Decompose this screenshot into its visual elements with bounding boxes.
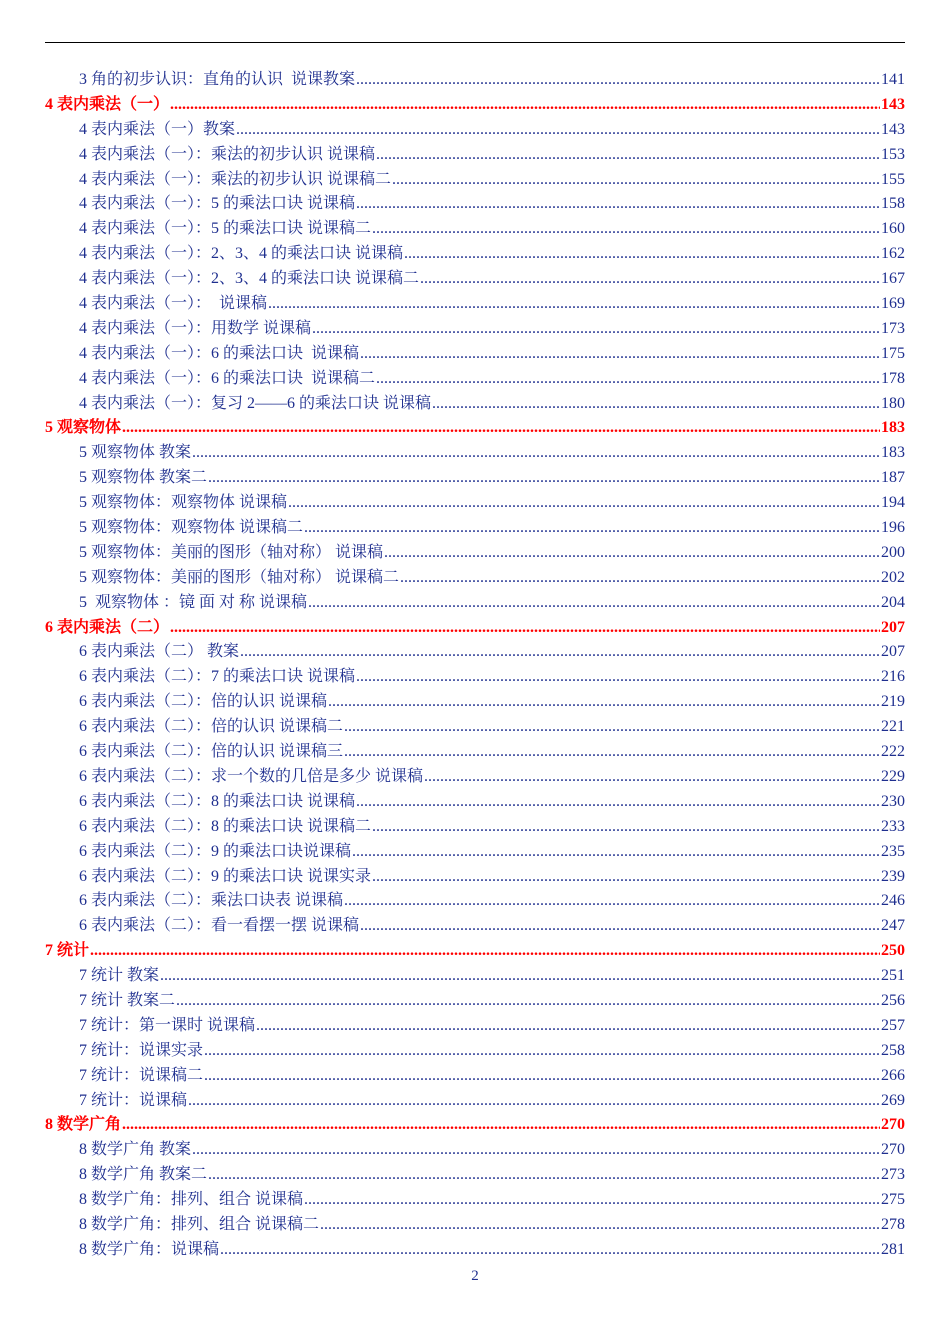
- dot-leader: [376, 367, 880, 392]
- toc-chapter-heading[interactable]: [0, 93, 905, 118]
- toc-entry-title: 4 表内乘法（一）： 说课稿: [79, 295, 268, 313]
- dot-leader: [160, 964, 880, 989]
- toc-entry-title: 6 表内乘法（二）：倍的认识 说课稿三: [79, 743, 344, 761]
- toc-entry-page: 167: [881, 270, 905, 288]
- dot-leader: [372, 217, 880, 242]
- toc-entry[interactable]: [0, 964, 905, 989]
- dot-leader: [240, 640, 880, 665]
- toc-entry-title: 8 数学广角：说课稿: [79, 1240, 220, 1258]
- toc-entry[interactable]: [0, 491, 905, 516]
- dot-leader: [208, 1163, 880, 1188]
- toc-entry-title: 4 表内乘法（一）：6 的乘法口诀 说课稿二: [79, 369, 376, 387]
- dot-leader: [404, 242, 880, 267]
- toc-entry-page: 180: [881, 394, 905, 412]
- toc-entry[interactable]: [0, 1213, 905, 1238]
- toc-entry[interactable]: [0, 740, 905, 765]
- toc-entry-title: 5 观察物体：观察物体 说课稿: [79, 494, 288, 512]
- toc-entry-title: 6 表内乘法（二）：7 的乘法口诀 说课稿: [79, 668, 356, 686]
- toc-entry-page: 207: [881, 643, 905, 661]
- toc-entry-title: 6 表内乘法（二）：求一个数的几倍是多少 说课稿: [79, 767, 424, 785]
- toc-entry-title: 5 观察物体：美丽的图形（轴对称） 说课稿二: [79, 568, 400, 586]
- toc-entry-title: 4 表内乘法（一）：2、3、4 的乘法口诀 说课稿: [79, 245, 404, 263]
- toc-entry[interactable]: [0, 68, 905, 93]
- dot-leader: [170, 616, 880, 641]
- toc-entry[interactable]: [0, 392, 905, 417]
- toc-entry[interactable]: [0, 541, 905, 566]
- toc-entry[interactable]: [0, 889, 905, 914]
- dot-leader: [384, 541, 880, 566]
- toc-entry-page: 219: [881, 693, 905, 711]
- dot-leader: [376, 143, 880, 168]
- toc-entry-title: 6 表内乘法（二）：倍的认识 说课稿: [79, 693, 328, 711]
- dot-leader: [424, 765, 880, 790]
- toc-entry-page: 256: [881, 991, 905, 1009]
- page-number: 2: [471, 1268, 479, 1284]
- dot-leader: [360, 342, 880, 367]
- toc-entry-page: 202: [881, 568, 905, 586]
- toc-entry-page: 278: [881, 1215, 905, 1233]
- toc-entry-title: 7 统计：第一课时 说课稿: [79, 1016, 256, 1034]
- toc-entry[interactable]: [0, 516, 905, 541]
- dot-leader: [356, 790, 880, 815]
- toc-entry-title: 5 观察物体: [45, 419, 122, 437]
- dot-leader: [312, 317, 880, 342]
- dot-leader: [328, 690, 880, 715]
- toc-entry[interactable]: [0, 168, 905, 193]
- toc-entry-page: 270: [881, 1141, 905, 1159]
- dot-leader: [170, 93, 880, 118]
- dot-leader: [192, 1138, 880, 1163]
- toc-entry-page: 204: [881, 593, 905, 611]
- toc-entry-title: 7 统计：说课稿: [79, 1091, 188, 1109]
- toc-entry-title: 5 观察物体：美丽的图形（轴对称） 说课稿: [79, 543, 384, 561]
- dot-leader: [360, 914, 880, 939]
- toc-entry[interactable]: [0, 566, 905, 591]
- toc-entry[interactable]: [0, 765, 905, 790]
- toc-entry-title: 3 角的初步认识：直角的认识 说课教案: [79, 71, 356, 88]
- dot-leader: [400, 566, 880, 591]
- toc-entry-page: 155: [881, 170, 905, 188]
- toc-entry-page: 221: [881, 718, 905, 736]
- toc-entry-title: 7 统计 教案二: [79, 991, 176, 1009]
- toc-entry[interactable]: [0, 217, 905, 242]
- toc-entry[interactable]: [0, 118, 905, 143]
- toc-entry-page: 143: [881, 120, 905, 138]
- toc-entry-page: 216: [881, 668, 905, 686]
- toc-entry-title: 6 表内乘法（二）：8 的乘法口诀 说课稿: [79, 792, 356, 810]
- toc-entry-page: 175: [881, 344, 905, 362]
- toc-entry-page: 200: [881, 543, 905, 561]
- toc-entry[interactable]: [0, 441, 905, 466]
- toc-entry[interactable]: [0, 292, 905, 317]
- toc-entry[interactable]: [0, 317, 905, 342]
- toc-entry[interactable]: [0, 1089, 905, 1114]
- toc-entry[interactable]: [0, 342, 905, 367]
- dot-leader: [268, 292, 880, 317]
- toc-entry-title: 4 表内乘法（一）：乘法的初步认识 说课稿二: [79, 170, 392, 188]
- toc-chapter-heading[interactable]: [0, 416, 905, 441]
- dot-leader: [192, 441, 880, 466]
- toc-entry-title: 6 表内乘法（二） 教案: [79, 643, 240, 661]
- toc-entry-page: 239: [881, 867, 905, 885]
- toc-entry-title: 7 统计：说课实录: [79, 1041, 204, 1059]
- toc-entry[interactable]: [0, 1014, 905, 1039]
- toc-entry-page: 247: [881, 917, 905, 935]
- toc-entry-page: 266: [881, 1066, 905, 1084]
- dot-leader: [256, 1014, 880, 1039]
- toc-entry[interactable]: [0, 914, 905, 939]
- toc-entry-page: 250: [881, 942, 905, 960]
- toc-entry-title: 6 表内乘法（二）：看一看摆一摆 说课稿: [79, 917, 360, 935]
- dot-leader: [288, 491, 880, 516]
- toc-entry[interactable]: [0, 690, 905, 715]
- toc-entry-title: 4 表内乘法（一）: [45, 95, 170, 113]
- toc-entry-title: 4 表内乘法（一）：2、3、4 的乘法口诀 说课稿二: [79, 270, 420, 288]
- toc-entry[interactable]: [0, 242, 905, 267]
- toc-entry-title: 8 数学广角: [45, 1116, 122, 1134]
- toc-entry-page: 270: [881, 1116, 905, 1134]
- toc-entry-page: 169: [881, 295, 905, 313]
- toc-entry-title: 8 数学广角 教案: [79, 1141, 192, 1159]
- toc-entry-page: 273: [881, 1166, 905, 1184]
- toc-entry-page: 258: [881, 1041, 905, 1059]
- toc-entry[interactable]: [0, 1138, 905, 1163]
- toc-entry-page: 230: [881, 792, 905, 810]
- dot-leader: [122, 1113, 880, 1138]
- toc-entry-title: 4 表内乘法（一）教案: [79, 120, 236, 138]
- toc-entry-title: 4 表内乘法（一）：用数学 说课稿: [79, 319, 312, 337]
- toc-entry-page: 233: [881, 817, 905, 835]
- toc-entry-title: 6 表内乘法（二）：倍的认识 说课稿二: [79, 718, 344, 736]
- toc-entry-page: 183: [881, 444, 905, 462]
- dot-leader: [344, 889, 880, 914]
- toc-entry-page: 257: [881, 1016, 905, 1034]
- header-rule: [45, 42, 905, 43]
- toc-entry[interactable]: [0, 640, 905, 665]
- dot-leader: [356, 192, 880, 217]
- toc-entry[interactable]: [0, 267, 905, 292]
- dot-leader: [188, 1089, 880, 1114]
- toc-entry-page: 162: [881, 245, 905, 263]
- toc-entry-page: 281: [881, 1240, 905, 1258]
- dot-leader: [304, 1188, 880, 1213]
- toc-entry[interactable]: [0, 143, 905, 168]
- toc-entry-page: 153: [881, 145, 905, 163]
- toc-entry-page: 235: [881, 842, 905, 860]
- toc-entry[interactable]: [0, 1238, 905, 1263]
- toc-entry-title: 5 观察物体：观察物体 说课稿二: [79, 519, 304, 537]
- toc-entry-title: 4 表内乘法（一）：5 的乘法口诀 说课稿二: [79, 220, 372, 238]
- dot-leader: [204, 1039, 880, 1064]
- toc-entry-page: 246: [881, 892, 905, 910]
- dot-leader: [208, 466, 880, 491]
- toc-entry-page: 160: [881, 220, 905, 238]
- toc-entry-page: 141: [881, 71, 905, 88]
- toc-entry-title: 6 表内乘法（二）: [45, 618, 170, 636]
- toc-entry-page: 183: [881, 419, 905, 437]
- toc-entry[interactable]: [0, 840, 905, 865]
- toc-entry[interactable]: [0, 865, 905, 890]
- toc-entry-page: 196: [881, 519, 905, 537]
- toc-entry-title: 8 数学广角 教案二: [79, 1166, 208, 1184]
- toc-entry-page: 251: [881, 967, 905, 985]
- toc-entry[interactable]: [0, 1039, 905, 1064]
- toc-chapter-heading[interactable]: [0, 616, 905, 641]
- dot-leader: [372, 865, 880, 890]
- toc-entry-title: 6 表内乘法（二）：8 的乘法口诀 说课稿二: [79, 817, 372, 835]
- dot-leader: [420, 267, 880, 292]
- toc-entry[interactable]: [0, 1064, 905, 1089]
- toc-entry-page: 178: [881, 369, 905, 387]
- toc-entry-title: 6 表内乘法（二）：9 的乘法口诀说课稿: [79, 842, 352, 860]
- toc-entry-title: 5 观察物体 教案: [79, 444, 192, 462]
- dot-leader: [432, 392, 880, 417]
- dot-leader: [236, 118, 880, 143]
- toc-entry-page: 187: [881, 469, 905, 487]
- toc-entry-title: 5 观察物体 ：镜 面 对 称 说课稿: [79, 593, 308, 611]
- dot-leader: [392, 168, 880, 193]
- dot-leader: [344, 715, 880, 740]
- toc-entry[interactable]: [0, 466, 905, 491]
- toc-entry-title: 6 表内乘法（二）：乘法口诀表 说课稿: [79, 892, 344, 910]
- dot-leader: [352, 840, 880, 865]
- dot-leader: [304, 516, 880, 541]
- toc-entry-title: 6 表内乘法（二）：9 的乘法口诀 说课实录: [79, 867, 372, 885]
- toc-entry-page: 143: [881, 95, 905, 113]
- dot-leader: [356, 68, 880, 93]
- toc-entry-title: 8 数学广角：排列、组合 说课稿二: [79, 1215, 320, 1233]
- toc-entry-page: 194: [881, 494, 905, 512]
- toc-entry[interactable]: [0, 1163, 905, 1188]
- toc-entry[interactable]: [0, 591, 905, 616]
- dot-leader: [220, 1238, 880, 1263]
- dot-leader: [90, 939, 880, 964]
- toc-entry-title: 4 表内乘法（一）：6 的乘法口诀 说课稿: [79, 344, 360, 362]
- toc-entry[interactable]: [0, 665, 905, 690]
- toc-chapter-heading[interactable]: [0, 939, 905, 964]
- dot-leader: [204, 1064, 880, 1089]
- toc-entry[interactable]: [0, 192, 905, 217]
- toc-entry-title: 8 数学广角：排列、组合 说课稿: [79, 1191, 304, 1209]
- dot-leader: [176, 989, 880, 1014]
- toc-entry-page: 222: [881, 743, 905, 761]
- toc-entry-title: 7 统计：说课稿二: [79, 1066, 204, 1084]
- toc-entry-title: 4 表内乘法（一）：乘法的初步认识 说课稿: [79, 145, 376, 163]
- dot-leader: [320, 1213, 880, 1238]
- toc-entry-page: 158: [881, 195, 905, 213]
- toc-entry[interactable]: [0, 790, 905, 815]
- toc-entry-title: 7 统计 教案: [79, 967, 160, 985]
- toc-entry[interactable]: [0, 815, 905, 840]
- toc-entry-page: 207: [881, 618, 905, 636]
- toc-entry-title: 5 观察物体 教案二: [79, 469, 208, 487]
- dot-leader: [344, 740, 880, 765]
- toc-entry-page: 275: [881, 1191, 905, 1209]
- toc-entry[interactable]: [0, 1188, 905, 1213]
- toc-entry-page: 173: [881, 319, 905, 337]
- dot-leader: [372, 815, 880, 840]
- toc-entry[interactable]: [0, 367, 905, 392]
- toc-chapter-heading[interactable]: [0, 1113, 905, 1138]
- toc-entry[interactable]: [0, 989, 905, 1014]
- dot-leader: [308, 591, 880, 616]
- dot-leader: [122, 416, 880, 441]
- toc-entry-page: 229: [881, 767, 905, 785]
- toc-entry-page: 269: [881, 1091, 905, 1109]
- toc-entry-title: 7 统计: [45, 942, 90, 960]
- dot-leader: [356, 665, 880, 690]
- toc-entry-title: 4 表内乘法（一）：复习 2——6 的乘法口诀 说课稿: [79, 394, 432, 412]
- table-of-contents: [0, 68, 950, 1263]
- toc-entry[interactable]: [0, 715, 905, 740]
- toc-entry-title: 4 表内乘法（一）：5 的乘法口诀 说课稿: [79, 195, 356, 213]
